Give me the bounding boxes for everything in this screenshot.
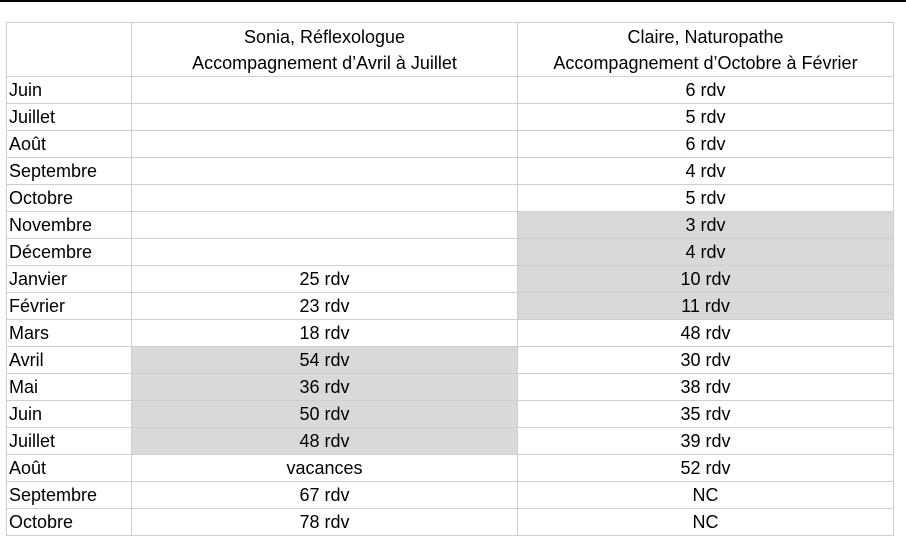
sonia-cell[interactable] [132,131,518,158]
table-row [7,266,894,293]
claire-cell[interactable]: 4 rdv [518,158,894,185]
sonia-cell[interactable] [132,104,518,131]
header-cell-claire[interactable] [518,23,894,77]
sonia-cell[interactable]: 48 rdv [132,428,518,455]
table-body [7,77,894,536]
sonia-cell[interactable]: 18 rdv [132,320,518,347]
table-row [7,401,894,428]
sonia-cell[interactable]: 23 rdv [132,293,518,320]
table-row [7,212,894,239]
claire-cell[interactable]: 35 rdv [518,401,894,428]
table-row [7,428,894,455]
table-row [7,455,894,482]
table-row [7,131,894,158]
sonia-cell[interactable]: 25 rdv [132,266,518,293]
sonia-cell[interactable]: 36 rdv [132,374,518,401]
header-cell-month[interactable] [7,23,132,77]
month-cell[interactable]: Juillet [7,104,132,131]
table-row [7,185,894,212]
month-cell[interactable]: Août [7,455,132,482]
table-row [7,239,894,266]
table-row [7,158,894,185]
month-cell[interactable]: Janvier [7,266,132,293]
sonia-cell[interactable] [132,239,518,266]
table-row [7,509,894,536]
claire-cell[interactable]: 11 rdv [518,293,894,320]
sonia-cell[interactable]: 50 rdv [132,401,518,428]
header-line-2: Accompagnement d’Octobre à Février [553,52,858,73]
table-row [7,293,894,320]
table-row [7,347,894,374]
table-row [7,374,894,401]
header-line-2: Accompagnement d’Avril à Juillet [192,52,457,73]
month-cell[interactable]: Juillet [7,428,132,455]
table-row [7,104,894,131]
month-cell[interactable]: Octobre [7,185,132,212]
sonia-cell[interactable] [132,77,518,104]
sonia-cell[interactable] [132,212,518,239]
month-cell[interactable]: Novembre [7,212,132,239]
month-cell[interactable]: Juin [7,77,132,104]
table-row [7,77,894,104]
top-border-line [0,0,906,2]
claire-cell[interactable]: 5 rdv [518,104,894,131]
sonia-cell[interactable]: 54 rdv [132,347,518,374]
table-row [7,320,894,347]
claire-cell[interactable]: 48 rdv [518,320,894,347]
claire-cell[interactable]: 30 rdv [518,347,894,374]
sonia-cell[interactable]: vacances [132,455,518,482]
month-cell[interactable]: Mai [7,374,132,401]
month-cell[interactable]: Février [7,293,132,320]
claire-cell[interactable]: 3 rdv [518,212,894,239]
month-cell[interactable]: Octobre [7,509,132,536]
claire-cell[interactable]: 4 rdv [518,239,894,266]
header-row [7,23,894,77]
sonia-cell[interactable]: 67 rdv [132,482,518,509]
claire-cell[interactable]: 6 rdv [518,131,894,158]
month-cell[interactable]: Septembre [7,158,132,185]
claire-cell[interactable]: NC [518,509,894,536]
claire-cell[interactable]: 10 rdv [518,266,894,293]
sonia-cell[interactable]: 78 rdv [132,509,518,536]
claire-cell[interactable]: NC [518,482,894,509]
claire-cell[interactable]: 52 rdv [518,455,894,482]
month-cell[interactable]: Août [7,131,132,158]
claire-cell[interactable]: 39 rdv [518,428,894,455]
claire-cell[interactable]: 38 rdv [518,374,894,401]
claire-cell[interactable]: 6 rdv [518,77,894,104]
month-cell[interactable]: Décembre [7,239,132,266]
header-cell-sonia[interactable] [132,23,518,77]
month-cell[interactable]: Septembre [7,482,132,509]
claire-cell[interactable]: 5 rdv [518,185,894,212]
month-cell[interactable]: Mars [7,320,132,347]
month-cell[interactable]: Juin [7,401,132,428]
sonia-cell[interactable] [132,158,518,185]
sonia-cell[interactable] [132,185,518,212]
month-cell[interactable]: Avril [7,347,132,374]
table-row [7,482,894,509]
appointments-table [6,22,894,536]
header-line-1: Sonia, Réflexologue [243,26,406,47]
header-line-1: Claire, Naturopathe [627,26,784,47]
